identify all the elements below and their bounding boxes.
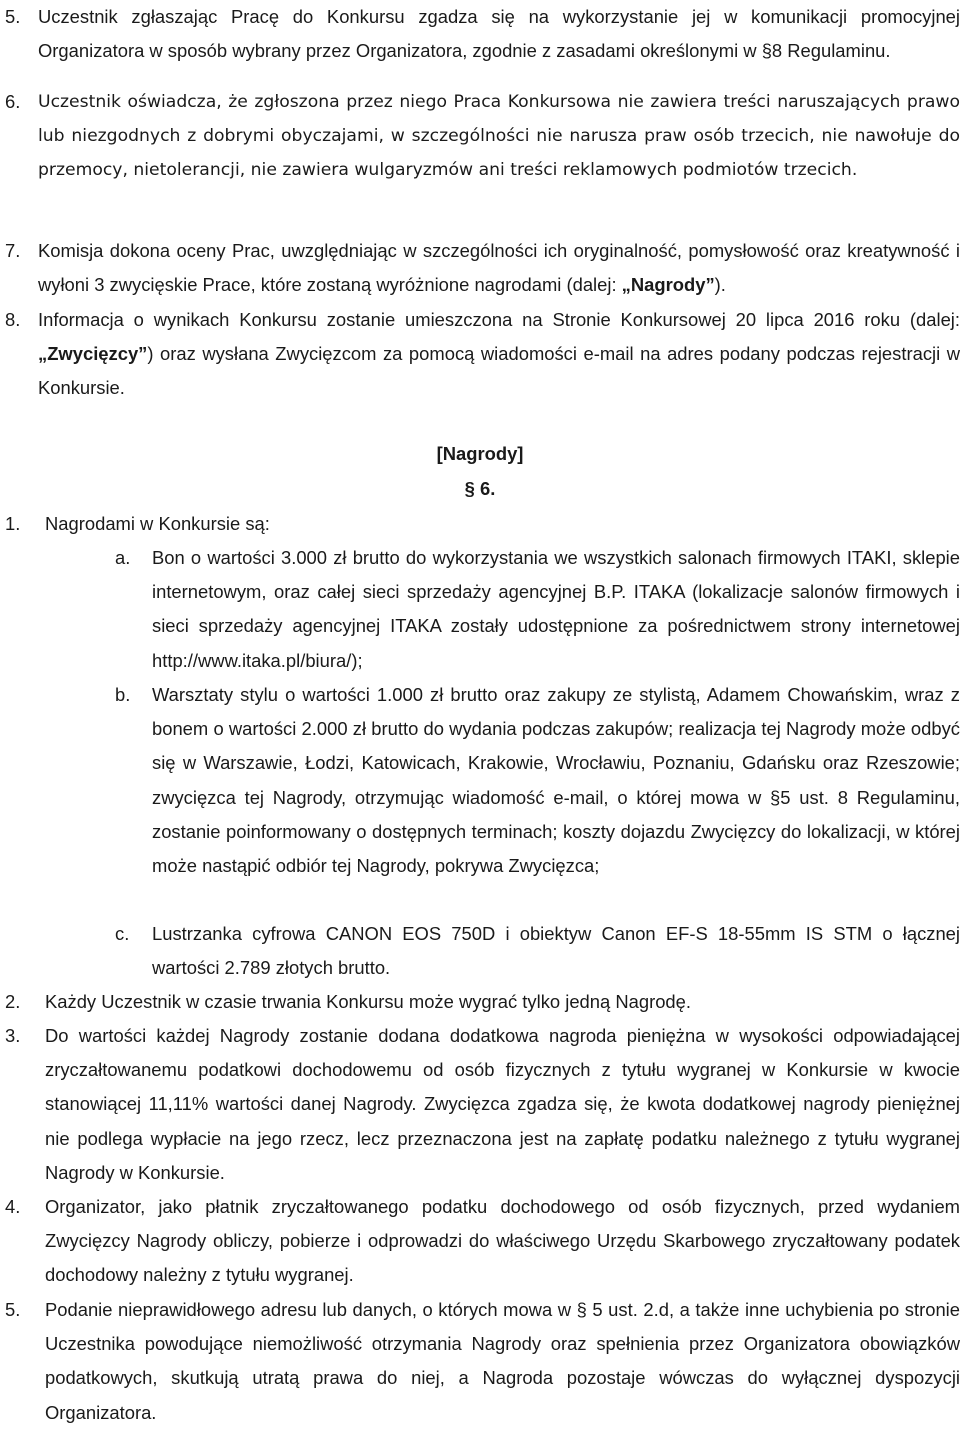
list-item [0, 1019, 960, 1190]
item-text [38, 234, 960, 302]
list-item [0, 1293, 960, 1430]
list-item [0, 234, 960, 302]
item-number: 2. [5, 991, 21, 1012]
prize-letter: a. [115, 547, 131, 568]
item-text: Organizator, jako płatnik zryczałtowanego podatku dochodowego od osób fizycznych, przed wydaniem Zwycięzcy Nagrody obliczy, pobierze i odprowadzi do właściwego Urzędu Skarbowego zryczałtowany podatek dochodowy należny z tytułu wygranej. [45, 1196, 960, 1286]
item-text: Podanie nieprawidłowego adresu lub danych, o których mowa w § 5 ust. 2.d, a także inne uchybienia po stronie Uczestnika powodujące niemożliwość otrzymania Nagrody oraz spełnienia przez Organizatora obowiązków podatkowych, skutkują utratą prawa do niej, a Nagroda pozostaje wówczas do wyłącznej dyspozycji Organizatora. [45, 1299, 960, 1423]
list-item [0, 1190, 960, 1293]
prize-item [0, 917, 960, 985]
item-number: 5. [5, 1299, 21, 1320]
prize-text: Lustrzanka cyfrowa CANON EOS 750D i obiektyw Canon EF-S 18-55mm IS STM o łącznej wartości 2.789 złotych brutto. [152, 923, 960, 979]
list-item [0, 85, 960, 188]
item-text: Uczestnik zgłaszając Pracę do Konkursu zgadza się na wykorzystanie jej w komunikacji promocyjnej Organizatora w sposób wybrany przez Organizatora, zgodnie z zasadami określonymi w §8 Regulaminu. [38, 6, 960, 62]
item-number: 4. [5, 1196, 21, 1217]
item-text-part: Komisja dokona oceny Prac, uwzględniając w szczególności ich oryginalność, pomysłowość oraz kreatywność i wyłoni 3 zwycięskie Prace, które zostaną wyróżnione nagrodami (dalej: [38, 240, 960, 296]
list-item [0, 0, 960, 68]
item-text: Do wartości każdej Nagrody zostanie dodana dodatkowa nagroda pieniężna w wysokości odpowiadającej zryczałtowanemu podatkowi dochodowemu od osób fizycznych z tytułu wygranej w Konkursie w kwocie stanowiącej 11,11% wartości danej Nagrody. Zwycięzca zgadza się, że kwota dodatkowej nagrody pieniężnej nie podlega wypłacie na jego rzecz, lecz przeznaczona jest na zapłatę podatku należnego z tytułu wygranej Nagrody w Konkursie. [45, 1025, 960, 1183]
item-number: 8. [5, 309, 21, 330]
item-number: 6. [5, 91, 21, 112]
item-number: 3. [5, 1025, 21, 1046]
item-number: 5. [5, 6, 21, 27]
prize-item [0, 678, 960, 883]
list-item [0, 507, 960, 541]
item-number: 1. [5, 513, 21, 534]
section-paragraph [0, 472, 960, 506]
item-text: Nagrodami w Konkursie są: [45, 513, 270, 534]
section-title-text: [Nagrody] [436, 443, 524, 464]
item-text-part: ). [714, 274, 726, 296]
item-text: Uczestnik oświadcza, że zgłoszona przez niego Praca Konkursowa nie zawiera treści naruszających prawo lub niezgodnych z dobrymi obyczajami, w szczególności nie narusza praw osób trzecich, nie nawołuje do przemocy, nietolerancji, nie zawiera wulgaryzmów ani treści reklamowych podmiotów trzecich. [38, 92, 960, 181]
item-text [38, 303, 960, 406]
defined-term: „Zwycięzcy” [38, 343, 148, 365]
list-item [0, 303, 960, 406]
section-paragraph-text: § 6. [464, 478, 496, 499]
item-number: 7. [5, 240, 21, 261]
prize-item [0, 541, 960, 678]
prize-letter: b. [115, 684, 131, 705]
item-text-part: ) oraz wysłana Zwycięzcom za pomocą wiadomości e-mail na adres podany podczas rejestracji w Konkursie. [38, 343, 960, 399]
item-text: Każdy Uczestnik w czasie trwania Konkursu może wygrać tylko jedną Nagrodę. [45, 991, 691, 1012]
prize-text: Bon o wartości 3.000 zł brutto do wykorzystania we wszystkich salonach firmowych ITAKI, sklepie internetowym, oraz całej sieci sprzedaży agencyjnej B.P. ITAKA (lokalizacje salonów firmowych i sieci sprzedaży agencyjnej ITAKA zostały udostępnione za pośrednictwem strony internetowej http://www.itaka.pl/biura/); [152, 547, 960, 671]
list-item [0, 985, 960, 1019]
prize-text: Warsztaty stylu o wartości 1.000 zł brutto oraz zakupy ze stylistą, Adamem Chowańskim, wraz z bonem o wartości 2.000 zł brutto do wydania podczas zakupów; realizacja tej Nagrody może odbyć się w Warszawie, Łodzi, Katowicach, Krakowie, Wrocławiu, Poznaniu, Gdańsku oraz Rzeszowie; zwycięzca tej Nagrody, otrzymując wiadomość e-mail, o której mowa w §5 ust. 8 Regulaminu, zostanie poinformowany o dostępnych terminach; koszty dojazdu Zwycięzcy do lokalizacji, w której może nastąpić odbiór tej Nagrody, pokrywa Zwycięzca; [152, 684, 960, 877]
prize-letter: c. [115, 923, 130, 944]
item-text-part: Informacja o wynikach Konkursu zostanie umieszczona na Stronie Konkursowej 20 lipca 2016 roku (dalej: [38, 309, 960, 330]
defined-term: „Nagrody” [621, 274, 715, 296]
section-title [0, 437, 960, 471]
